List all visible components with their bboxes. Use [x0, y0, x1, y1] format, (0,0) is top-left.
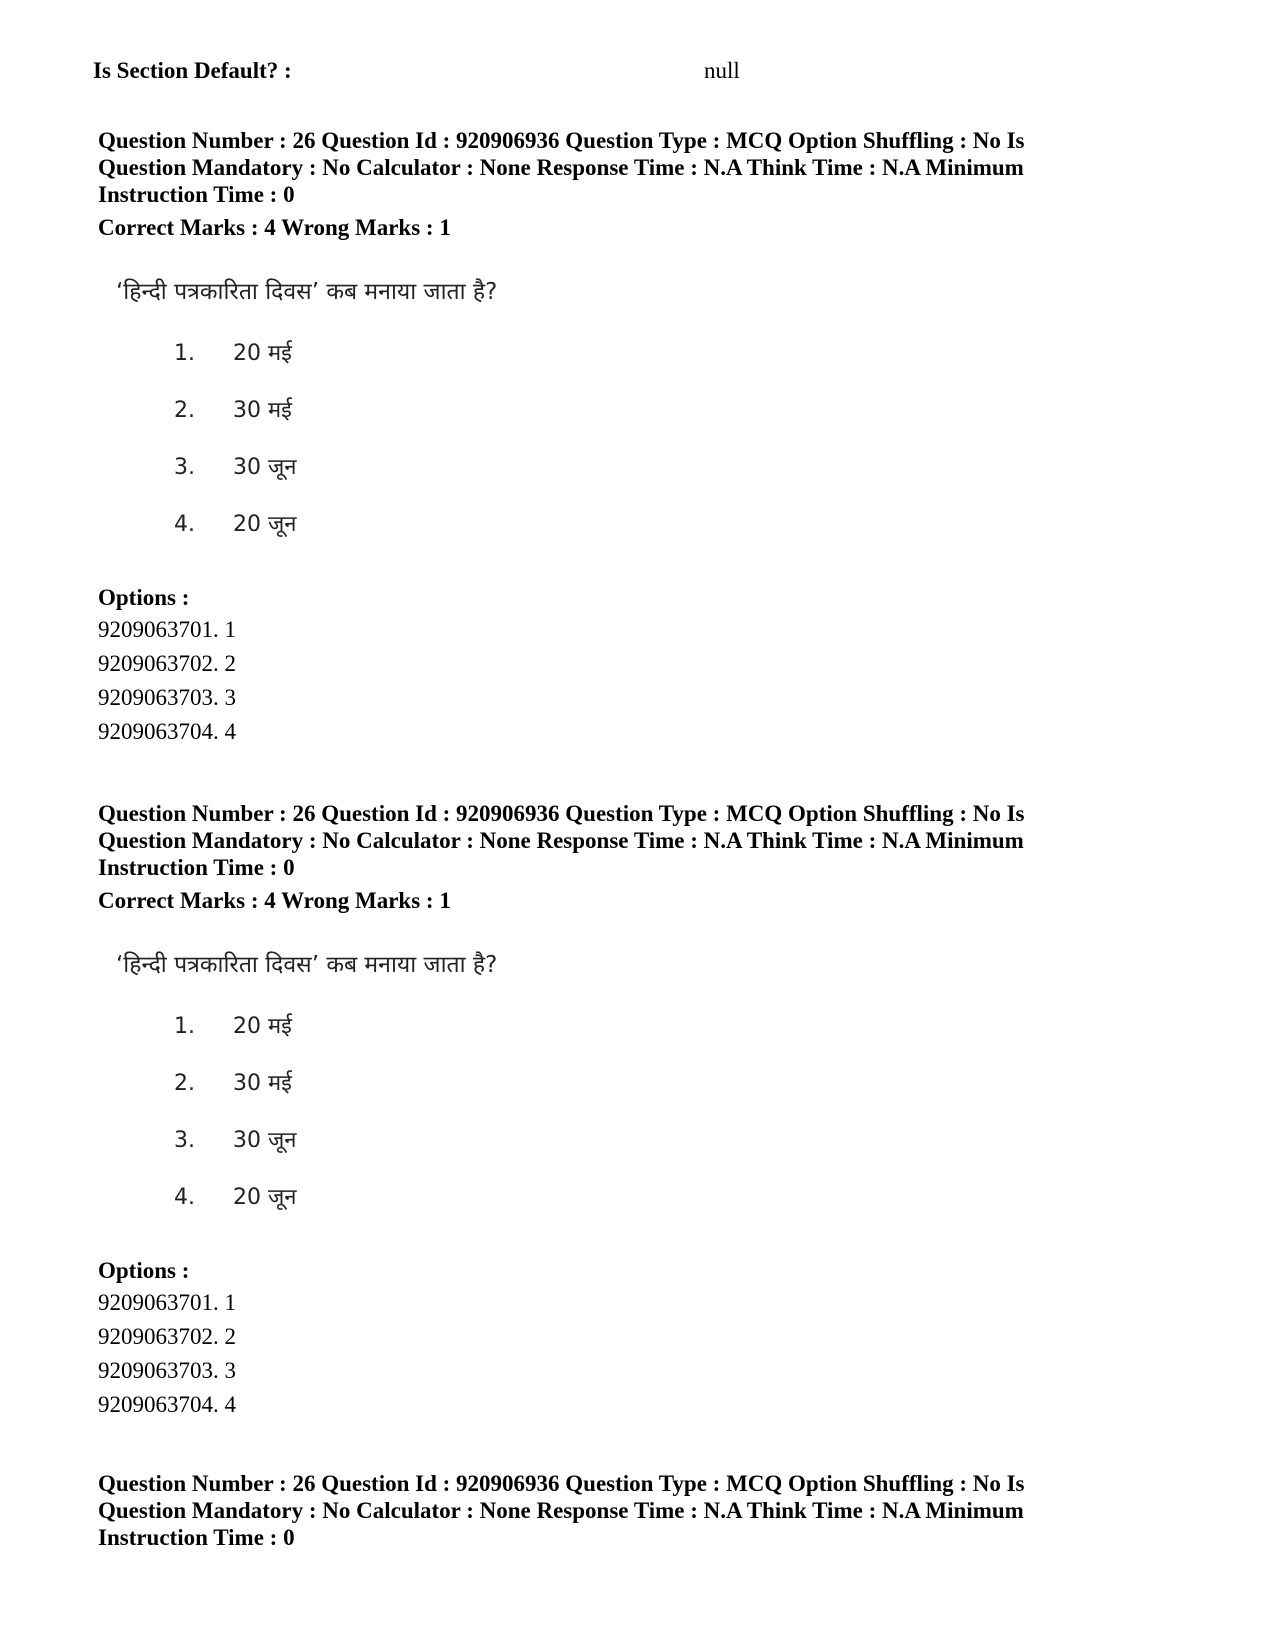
- choice-number: 4.: [174, 512, 195, 537]
- question-meta: Question Number : 26 Question Id : 920906936 Question Type : MCQ Option Shuffling : No Is Question Mandatory : No Calculator : None Response Time : N.A Think Time : N.A Minimum Instruction Time : 0: [98, 128, 1025, 207]
- option-id-row: 9209063703. 3: [98, 1358, 236, 1383]
- choice-item: [98, 496, 1198, 553]
- choice-item: [98, 325, 1198, 382]
- choice-number: 4.: [174, 1185, 195, 1210]
- section-default-row: [93, 58, 1193, 90]
- choice-number: 3.: [174, 1128, 195, 1153]
- option-id-row: 9209063704. 4: [98, 1392, 236, 1417]
- choice-text: 20 जून: [233, 1185, 297, 1210]
- options-heading: Options :: [98, 1258, 190, 1283]
- choice-item: [98, 1169, 1198, 1226]
- choice-item: [98, 1112, 1198, 1169]
- question-text: ‘हिन्दी पत्रकारिता दिवस’ कब मनाया जाता है?: [116, 952, 498, 978]
- choice-number: 1.: [174, 341, 195, 366]
- question-block-3: [98, 1470, 1198, 1551]
- choice-number: 3.: [174, 455, 195, 480]
- question-text: ‘हिन्दी पत्रकारिता दिवस’ कब मनाया जाता है?: [116, 279, 498, 305]
- choice-text: 30 मई: [233, 1071, 292, 1096]
- choice-item: [98, 1055, 1198, 1112]
- question-block-1: [98, 127, 1198, 749]
- option-id-row: 9209063701. 1: [98, 1290, 236, 1315]
- section-default-value: null: [704, 58, 740, 83]
- choice-number: 2.: [174, 398, 195, 423]
- choice-text: 20 मई: [233, 1014, 292, 1039]
- option-id-row: 9209063701. 1: [98, 617, 236, 642]
- choice-number: 1.: [174, 1014, 195, 1039]
- choice-text: 20 जून: [233, 512, 297, 537]
- option-id-row: 9209063703. 3: [98, 685, 236, 710]
- choice-item: [98, 439, 1198, 496]
- question-meta: Question Number : 26 Question Id : 920906936 Question Type : MCQ Option Shuffling : No Is Question Mandatory : No Calculator : None Response Time : N.A Think Time : N.A Minimum Instruction Time : 0: [98, 801, 1025, 880]
- question-block-2: [98, 800, 1198, 1422]
- option-id-row: 9209063704. 4: [98, 719, 236, 744]
- question-meta: Question Number : 26 Question Id : 920906936 Question Type : MCQ Option Shuffling : No Is Question Mandatory : No Calculator : None Response Time : N.A Think Time : N.A Minimum Instruction Time : 0: [98, 1471, 1025, 1550]
- choice-text: 30 मई: [233, 398, 292, 423]
- choice-item: [98, 998, 1198, 1055]
- choice-item: [98, 382, 1198, 439]
- choice-text: 30 जून: [233, 1128, 297, 1153]
- option-id-row: 9209063702. 2: [98, 651, 236, 676]
- choice-number: 2.: [174, 1071, 195, 1096]
- option-id-row: 9209063702. 2: [98, 1324, 236, 1349]
- choice-text: 30 जून: [233, 455, 297, 480]
- choice-list: [98, 998, 1198, 1226]
- question-marks: Correct Marks : 4 Wrong Marks : 1: [98, 215, 451, 240]
- choice-list: [98, 325, 1198, 553]
- question-marks: Correct Marks : 4 Wrong Marks : 1: [98, 888, 451, 913]
- options-heading: Options :: [98, 585, 190, 610]
- section-default-label: Is Section Default? :: [93, 58, 292, 83]
- choice-text: 20 मई: [233, 341, 292, 366]
